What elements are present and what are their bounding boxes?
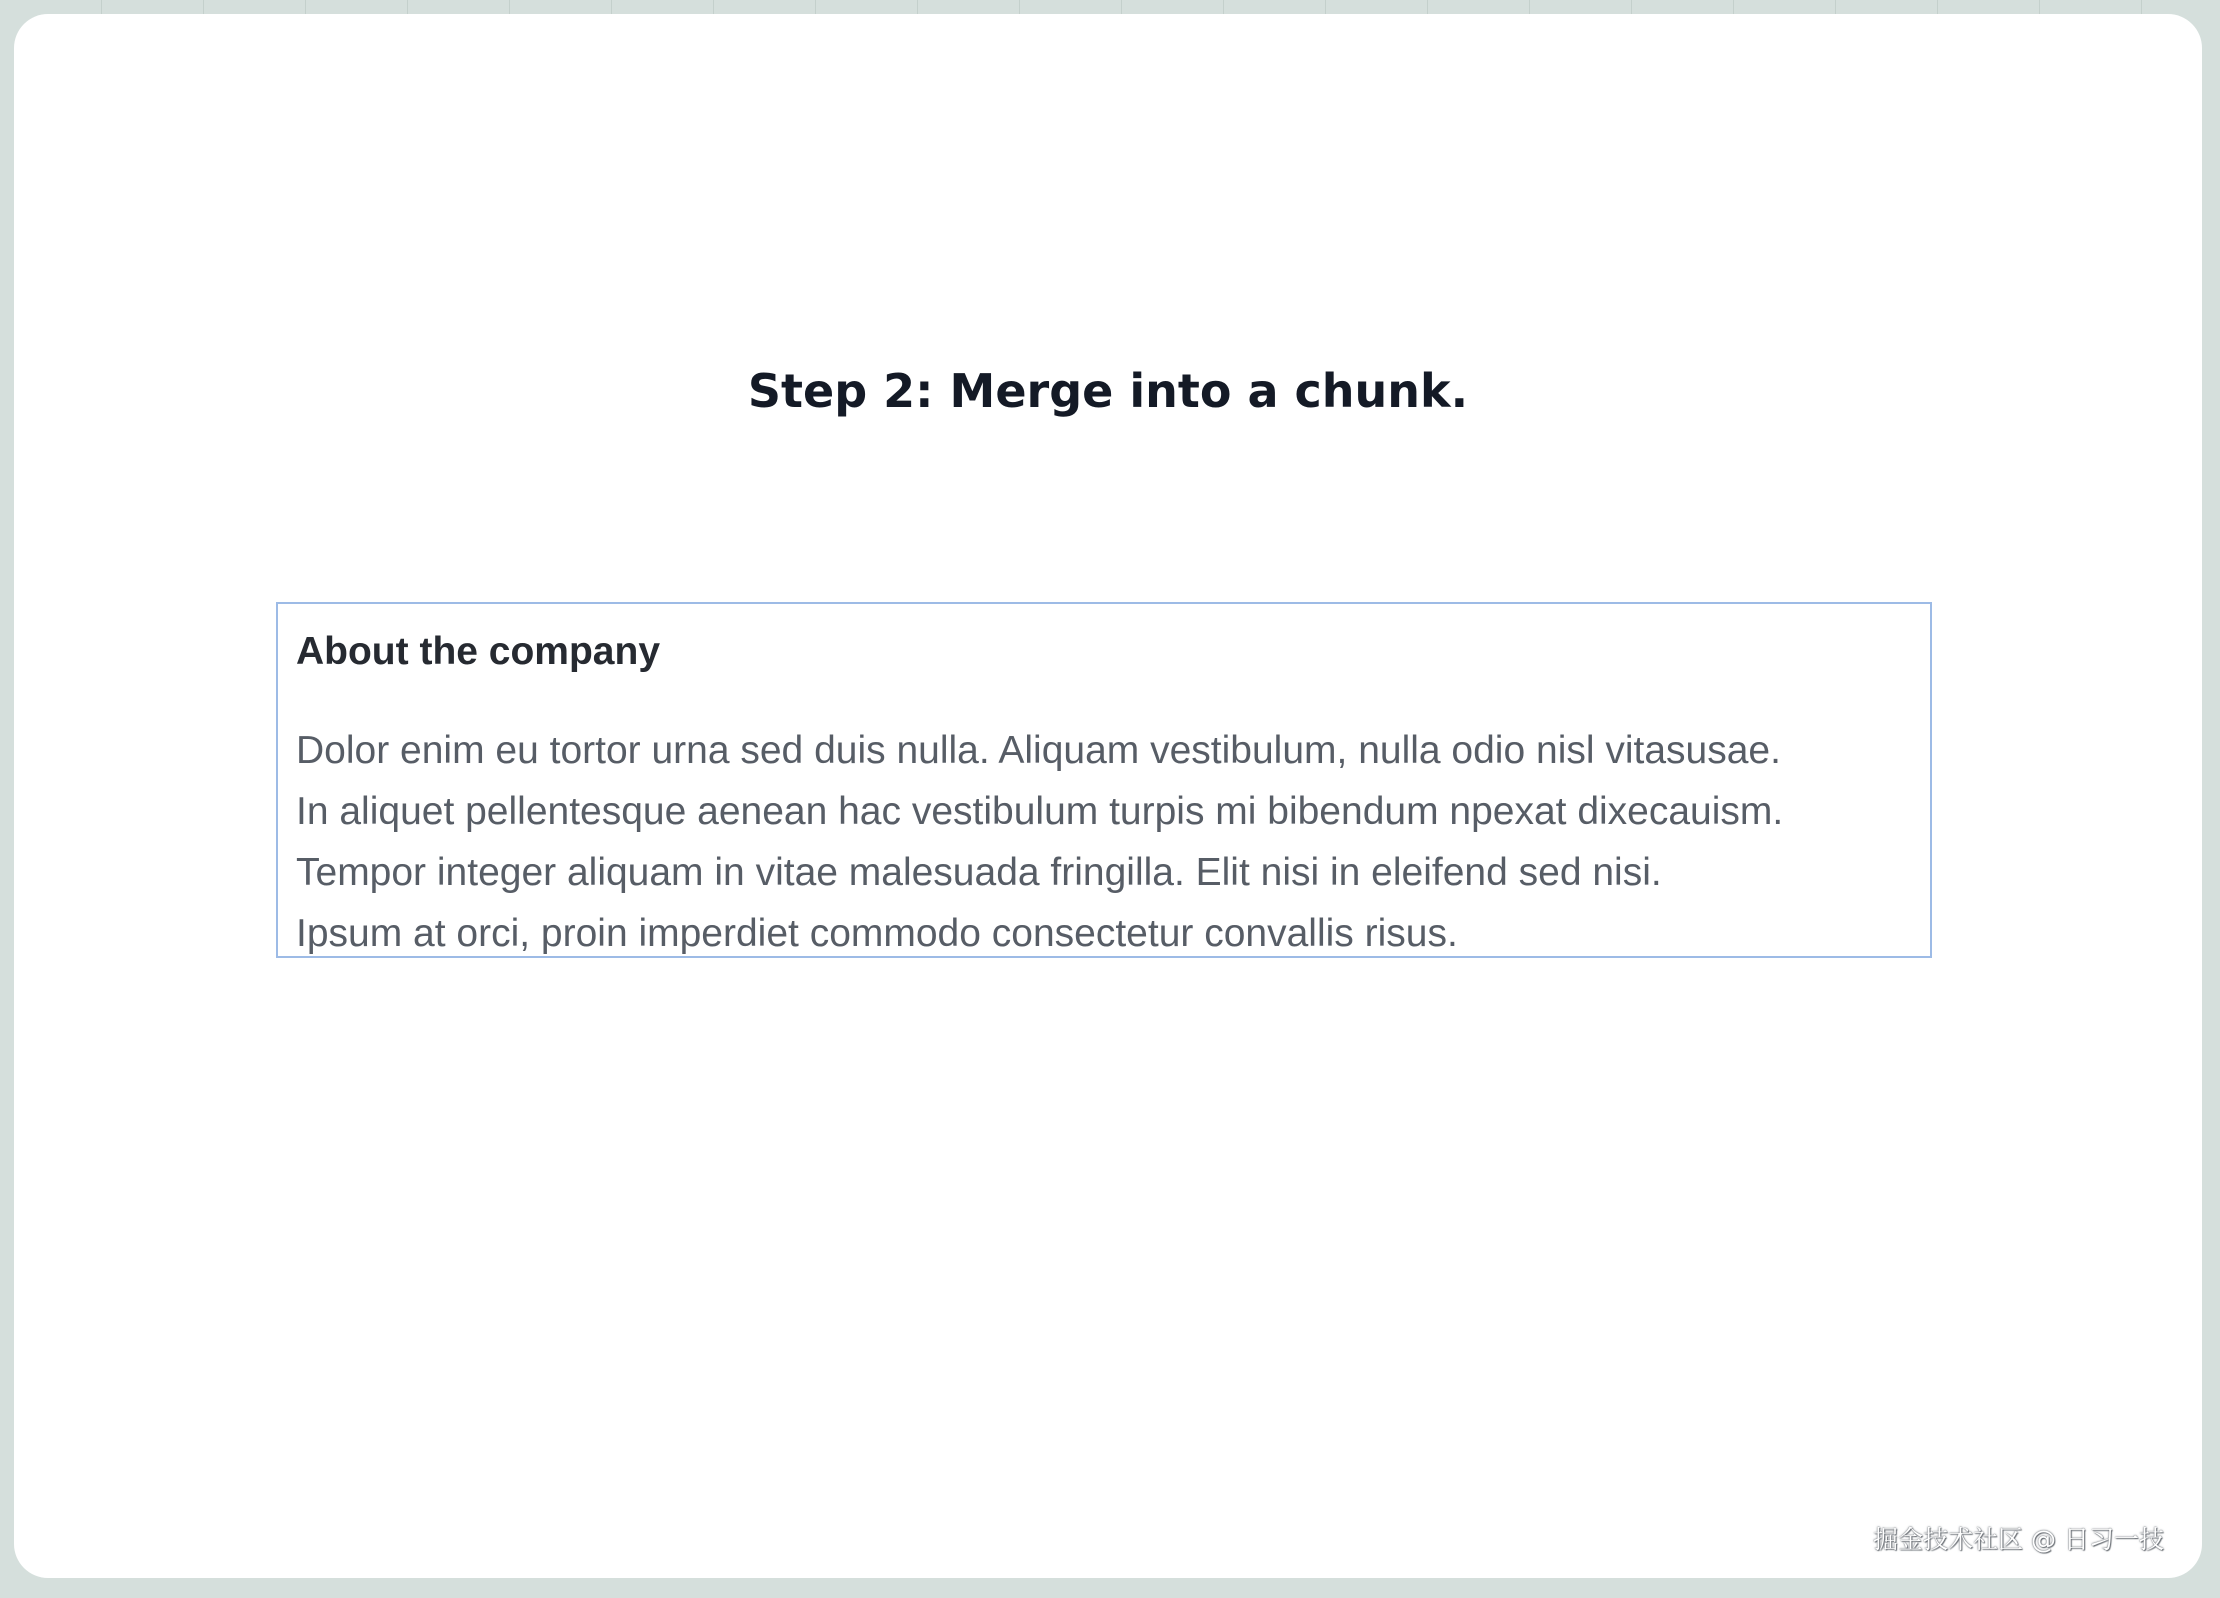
chunk-line: Ipsum at orci, proin imperdiet commodo consectetur convallis risus.: [296, 912, 1458, 955]
step-title: Step 2: Merge into a chunk.: [747, 364, 1469, 418]
chunk-box: [276, 602, 1932, 958]
chunk-line: In aliquet pellentesque aenean hac vestibulum turpis mi bibendum npexat dixecauism.: [296, 790, 1784, 833]
chunk-line: Tempor integer aliquam in vitae malesuada fringilla. Elit nisi in eleifend sed nisi.: [296, 851, 1662, 894]
background-tick-strip: [0, 0, 2220, 14]
chunk-line: Dolor enim eu tortor urna sed duis nulla. Aliquam vestibulum, nulla odio nisl vitasusae.: [296, 729, 1781, 772]
chunk-text: [296, 720, 1930, 964]
slide-card: [14, 14, 2202, 1578]
chunk-heading: About the company: [296, 630, 661, 673]
watermark: 掘金技术社区 @ 日习一技: [1873, 1525, 2164, 1554]
